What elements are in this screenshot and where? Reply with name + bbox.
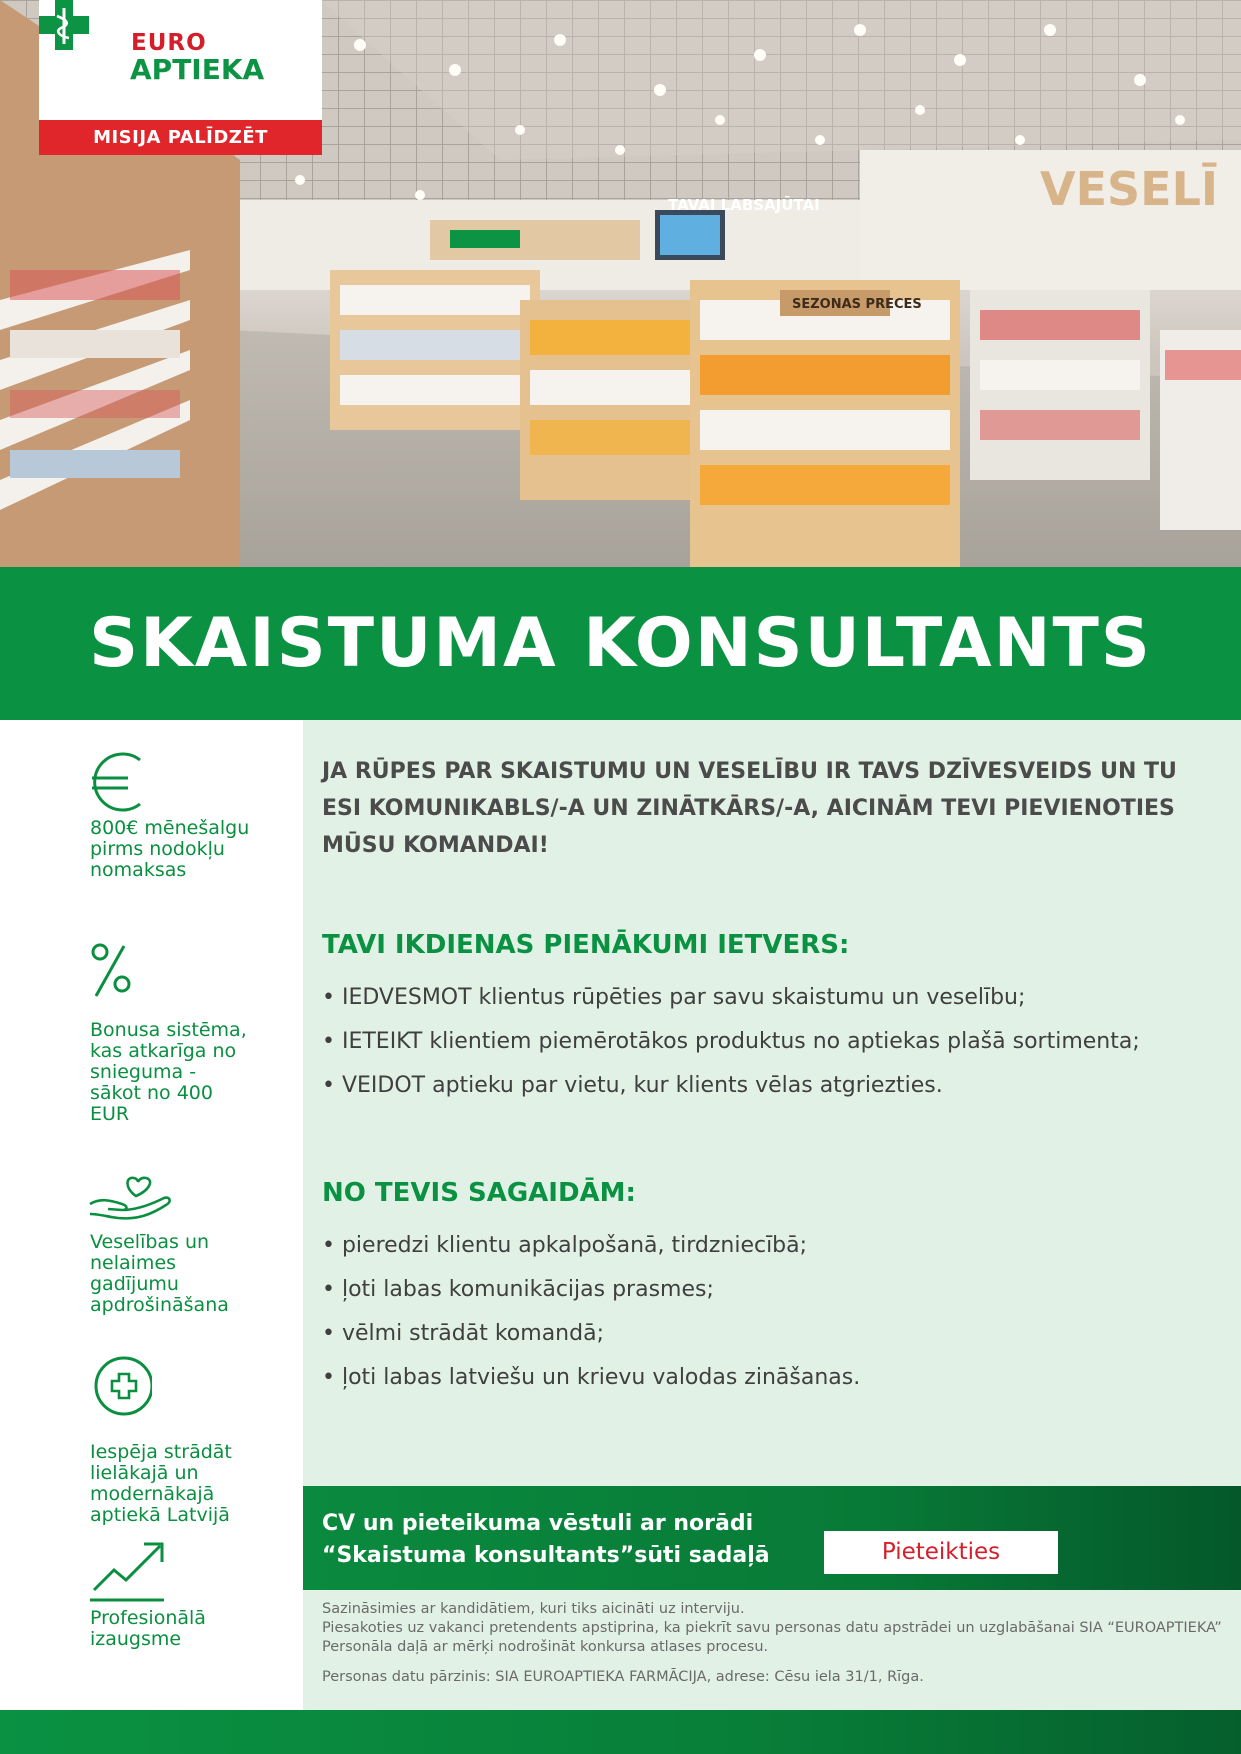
footer-band bbox=[0, 1710, 1241, 1754]
euro-icon bbox=[88, 752, 148, 812]
logo-aptieka-text: APTIEKA bbox=[130, 53, 265, 86]
apply-text-line: “Skaistuma konsultants”sūti sadaļā bbox=[322, 1543, 770, 1568]
percent-icon bbox=[88, 942, 138, 1002]
shelf-sign-text: SEZONAS PRECES bbox=[792, 297, 922, 312]
wall-sign-text: VESELĪ bbox=[1040, 162, 1219, 216]
fine-print-consent: Piesakoties uz vakanci pretendents apstiprina, ka piekrīt savu personas datu apstrādei un uzglabāšanai SIA “EUROAPTIEKA” Personāla daļā ar mērķi nodrošināt konkursa atlases procesu. bbox=[322, 1620, 1222, 1655]
fine-print-interview: Sazināsimies ar kandidātiem, kuri tiks aicināti uz interviju. bbox=[322, 1601, 745, 1617]
benefits-sidebar bbox=[0, 720, 303, 1710]
list-item: • ļoti labas latviešu un krievu valodas zināšanas. bbox=[322, 1365, 861, 1390]
fine-print-controller: Personas datu pārzinis: SIA EUROAPTIEKA FARMĀCIJA, adrese: Cēsu iela 31/1, Rīga. bbox=[322, 1669, 924, 1685]
list-item: • VEIDOT aptieku par vietu, kur klients vēlas atgriezties. bbox=[322, 1073, 943, 1098]
job-title: SKAISTUMA KONSULTANTS bbox=[89, 604, 1152, 683]
list-item: • IEDVESMOT klientus rūpēties par savu skaistumu un veselību; bbox=[322, 985, 1026, 1010]
benefit-label: Iespēja strādāt lielākajā un modernākajā aptiekā Latvijā bbox=[90, 1441, 232, 1526]
requirements-list bbox=[322, 1224, 1232, 1400]
benefit-label: Profesionālā izaugsme bbox=[90, 1607, 206, 1650]
duties-list bbox=[322, 976, 1232, 1108]
intro-text: JA RŪPES PAR SKAISTUMU UN VESELĪBU IR TAVS DZĪVESVEIDS UN TU ESI KOMUNIKABLS/-A UN ZINĀTKĀRS/-A, AICINĀM TEVI PIEVIENOTIES MŪSU KOMANDAI! bbox=[322, 759, 1177, 858]
job-description bbox=[303, 720, 1241, 1710]
apply-button[interactable]: Pieteikties bbox=[824, 1531, 1058, 1574]
slogan-banner: MISIJA PALĪDZĒT bbox=[39, 120, 322, 155]
list-item: • IETEIKT klientiem piemērotākos produktus no aptiekas plašā sortimenta; bbox=[322, 1029, 1140, 1054]
screen-sign-text: TAVAI LABSAJŪTAI bbox=[668, 196, 820, 214]
pharmacy-cross-icon bbox=[88, 1354, 152, 1418]
logo-euro-text: EURO bbox=[131, 30, 207, 56]
hero-store-photo bbox=[0, 0, 1241, 567]
brand-logo bbox=[39, 0, 322, 155]
benefit-label: Bonusa sistēma, kas atkarīga no snieguma - sākot no 400 EUR bbox=[90, 1019, 247, 1125]
pharmacy-cross-logo-icon bbox=[39, 0, 89, 50]
list-item: • vēlmi strādāt komandā; bbox=[322, 1321, 604, 1346]
heart-hand-icon bbox=[88, 1172, 174, 1222]
apply-text-line: CV un pieteikuma vēstuli ar norādi bbox=[322, 1511, 754, 1536]
duties-title: TAVI IKDIENAS PIENĀKUMI IETVERS: bbox=[322, 930, 850, 960]
apply-instructions bbox=[322, 1508, 782, 1572]
list-item: • ļoti labas komunikācijas prasmes; bbox=[322, 1277, 714, 1302]
benefit-label: Veselības un nelaimes gadījumu apdrošināšana bbox=[90, 1231, 229, 1316]
benefit-label: 800€ mēnešalgu pirms nodokļu nomaksas bbox=[90, 817, 250, 881]
list-item: • pieredzi klientu apkalpošanā, tirdzniecībā; bbox=[322, 1233, 808, 1258]
growth-arrow-icon bbox=[88, 1538, 168, 1602]
job-title-band bbox=[0, 567, 1241, 720]
requirements-title: NO TEVIS SAGAIDĀM: bbox=[322, 1178, 636, 1208]
apply-bar bbox=[303, 1486, 1241, 1590]
